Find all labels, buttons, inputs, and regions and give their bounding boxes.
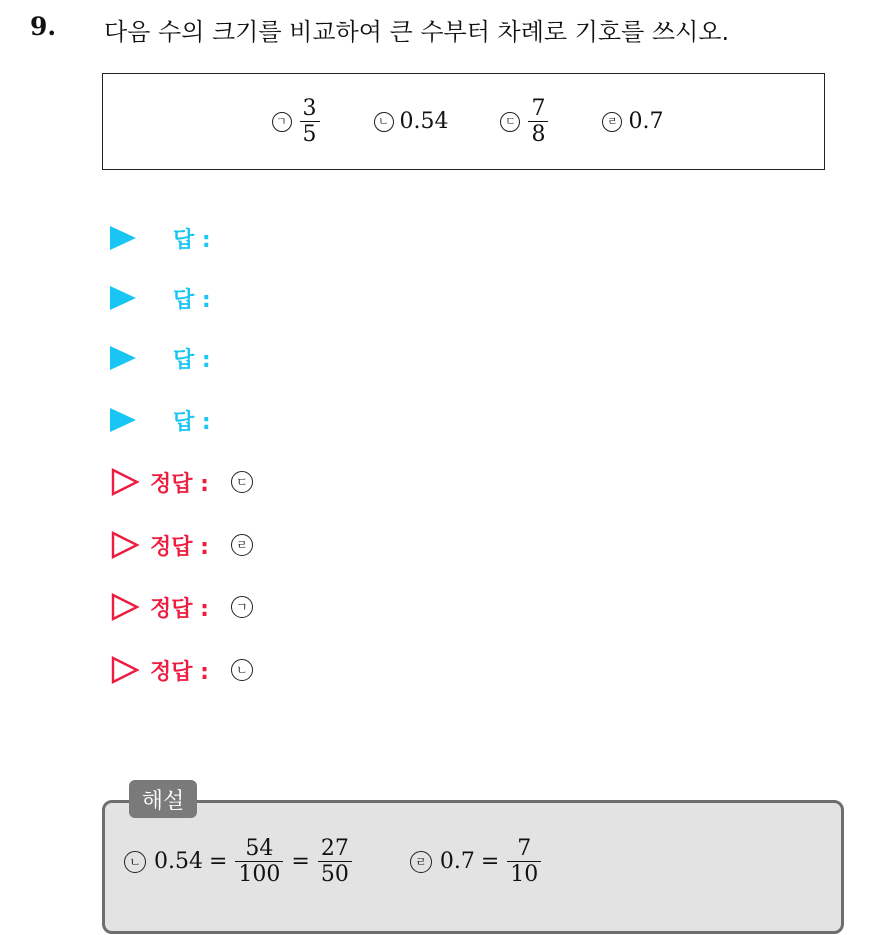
circled-nieun-icon: ㄴ [374, 112, 394, 132]
circled-answer-icon: ㄹ [231, 534, 253, 556]
correct-label: 정답 : [150, 659, 209, 685]
choices-box [102, 73, 825, 170]
fraction [235, 836, 283, 888]
answer-row [110, 283, 211, 313]
answer-label: 답 : [173, 287, 211, 313]
numerator: 54 [245, 836, 274, 861]
numerator: 7 [531, 95, 546, 121]
answer-row [110, 343, 211, 373]
play-triangle-icon [110, 226, 136, 250]
explanation-content [124, 836, 543, 888]
denominator: 5 [300, 121, 320, 147]
hollow-triangle-icon [110, 467, 140, 497]
answer-row [110, 223, 211, 253]
circled-rieul-icon: ㄹ [602, 112, 622, 132]
question-text: 다음 수의 크기를 비교하여 큰 수부터 차례로 기호를 쓰시오. [104, 18, 730, 46]
circled-rieul-icon: ㄹ [410, 851, 432, 873]
play-triangle-icon [110, 346, 136, 370]
play-triangle-icon [110, 286, 136, 310]
choice-3 [500, 96, 550, 148]
denominator: 50 [318, 861, 352, 887]
fraction [528, 96, 548, 148]
equals-sign: = [480, 849, 500, 875]
denominator: 8 [528, 121, 548, 147]
numerator: 3 [302, 95, 317, 121]
answer-row [110, 405, 211, 435]
correct-answer-row [110, 591, 253, 623]
circled-nieun-icon: ㄴ [124, 851, 146, 873]
choice-2 [374, 109, 449, 134]
answer-label: 답 : [173, 227, 211, 253]
correct-answer-row [110, 654, 253, 686]
decimal-value: 0.54 [154, 849, 203, 875]
circled-answer-icon: ㄴ [231, 659, 253, 681]
correct-label: 정답 : [150, 596, 209, 622]
numerator: 27 [320, 836, 349, 861]
circled-giyeok-icon: ㄱ [272, 112, 292, 132]
hollow-triangle-icon [110, 530, 140, 560]
answer-label: 답 : [173, 409, 211, 435]
correct-label: 정답 : [150, 534, 209, 560]
fraction [300, 96, 320, 148]
choice-1 [272, 96, 322, 148]
hollow-triangle-icon [110, 592, 140, 622]
equals-sign: = [291, 849, 310, 875]
denominator: 10 [507, 861, 541, 887]
fraction [507, 836, 541, 888]
decimal-value: 0.7 [439, 849, 475, 875]
choice-value: 0.7 [628, 109, 664, 134]
circled-answer-icon: ㄷ [231, 471, 253, 493]
choice-4 [602, 109, 663, 134]
answer-label: 답 : [173, 347, 211, 373]
circled-digeut-icon: ㄷ [500, 112, 520, 132]
circled-answer-icon: ㄱ [231, 596, 253, 618]
fraction [318, 836, 352, 888]
choice-value: 0.54 [399, 109, 449, 134]
denominator: 100 [235, 861, 283, 887]
equals-sign: = [208, 849, 228, 875]
question-number: 9. [30, 12, 57, 41]
hollow-triangle-icon [110, 655, 140, 685]
play-triangle-icon [110, 408, 136, 432]
numerator: 7 [517, 836, 532, 861]
explanation-tab: 해설 [129, 780, 197, 818]
correct-label: 정답 : [150, 471, 209, 497]
correct-answer-row [110, 466, 253, 498]
correct-answer-row [110, 529, 253, 561]
